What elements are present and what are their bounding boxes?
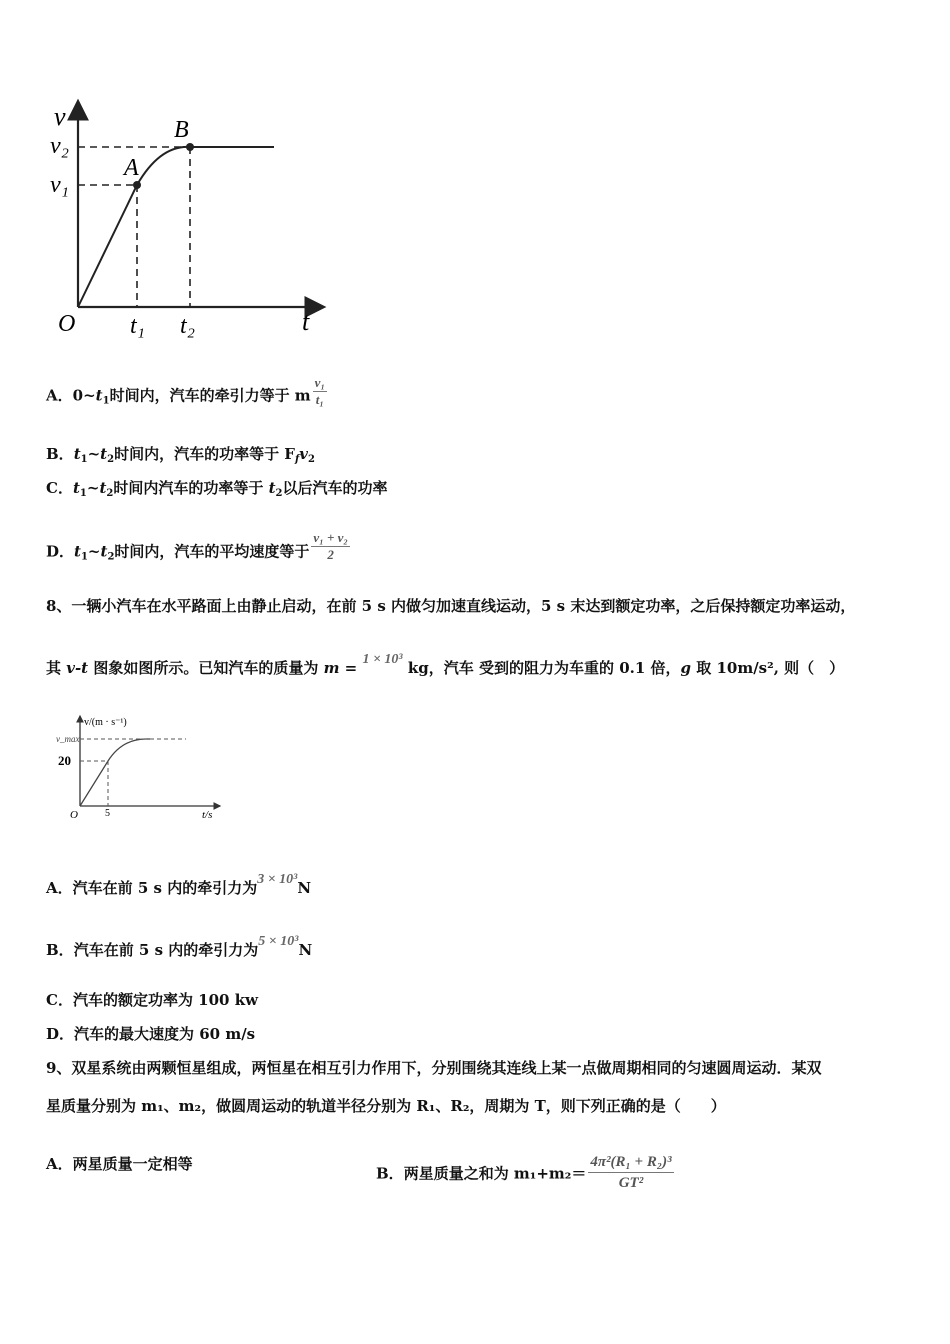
t2-subscript: 2 bbox=[106, 488, 114, 499]
option-text: 汽车的最大速度为 60 m/s bbox=[74, 1025, 256, 1043]
vt-graph-2 bbox=[50, 712, 230, 822]
tilde: ~ bbox=[87, 445, 101, 463]
fraction-avg-velocity bbox=[311, 530, 350, 563]
velocity-curve bbox=[78, 147, 274, 307]
option-text: 时间内，汽车的平均速度等于 bbox=[114, 542, 310, 561]
option-text: 两星质量之和为 m₁+m₂＝ bbox=[403, 1164, 587, 1183]
q7-option-d bbox=[46, 530, 352, 569]
y20-label: 20 bbox=[58, 753, 71, 768]
t2-symbol: t bbox=[268, 479, 276, 497]
tilde: ~ bbox=[86, 479, 100, 497]
q9-stem-line2: 星质量分别为 m₁、m₂，做圆周运动的轨道半径分别为 R₁、R₂，周期为 T，则下列正确的是（ ） bbox=[46, 1097, 726, 1115]
t-axis-label: t bbox=[302, 307, 310, 336]
vmax-label: v_max bbox=[56, 734, 80, 744]
option-letter: A． bbox=[46, 1155, 73, 1173]
option-letter: A． bbox=[46, 386, 73, 405]
t1-subscript: 1 bbox=[102, 395, 110, 407]
q8-stem-line2 bbox=[46, 652, 845, 680]
force-value: 5 × 10³ bbox=[258, 934, 299, 949]
point-b bbox=[186, 143, 194, 151]
option-letter: B． bbox=[46, 445, 74, 463]
q8-stem-line1: 8、一辆小汽车在水平路面上由静止启动，在前 5 s 内做匀加速直线运动，5 s 末达到额定功率，之后保持额定功率运动， bbox=[46, 597, 856, 615]
t2-subscript: 2 bbox=[107, 551, 115, 563]
option-letter: C． bbox=[46, 479, 73, 497]
t2-symbol: t bbox=[100, 542, 108, 561]
q8-option-c bbox=[46, 990, 258, 1010]
option-letter: A． bbox=[46, 879, 73, 897]
equals-sign: = bbox=[339, 659, 363, 677]
q7-option-c bbox=[46, 478, 388, 504]
q9-stem-line1: 9、双星系统由两颗恒星组成，两恒星在相互引力作用下，分别围绕其连线上某一点做周期相同的匀速圆周运动．某双 bbox=[46, 1059, 822, 1077]
q7-option-b bbox=[46, 444, 315, 470]
force-value: 3 × 10³ bbox=[257, 872, 298, 887]
t1-symbol: t bbox=[95, 386, 103, 405]
fraction-numerator: v₁ bbox=[314, 375, 325, 390]
fraction-numerator: 4π²(R₁ + R₂)³ bbox=[588, 1152, 673, 1173]
t2-subscript: 2 bbox=[275, 488, 283, 499]
x5-label: 5 bbox=[105, 808, 110, 819]
option-text: 汽车在前 5 s 内的牵引力为 bbox=[72, 879, 258, 897]
t2-label: t₂ bbox=[180, 313, 196, 339]
stem-text: 图象如图所示。已知汽车的质量为 bbox=[88, 659, 324, 677]
option-text: 汽车的额定功率为 100 kw bbox=[72, 991, 259, 1009]
point-a bbox=[133, 181, 141, 189]
stem-text: 其 bbox=[46, 659, 67, 677]
q7-option-a bbox=[46, 375, 329, 413]
point-a-label: A bbox=[124, 155, 139, 181]
fraction-denominator: 2 bbox=[327, 547, 334, 562]
unit: N bbox=[298, 941, 313, 959]
fraction-v1-t1 bbox=[313, 375, 327, 408]
origin-label: O bbox=[70, 809, 78, 821]
option-text: 以后汽车的功率 bbox=[282, 479, 388, 497]
mass-value: 1 × 10³ bbox=[362, 652, 403, 667]
t2-symbol: t bbox=[99, 479, 107, 497]
t1-symbol: t bbox=[74, 542, 81, 561]
stem-text: 取 10m/s², 则（ ） bbox=[691, 659, 845, 677]
t2-symbol: t bbox=[100, 445, 108, 463]
t1-subscript: 1 bbox=[80, 454, 88, 465]
option-text: 时间内汽车的功率等于 bbox=[113, 479, 269, 497]
option-text: 两星质量一定相等 bbox=[72, 1155, 193, 1173]
f-subscript: f bbox=[294, 454, 300, 465]
t1-symbol: t bbox=[73, 445, 81, 463]
option-letter: B． bbox=[46, 941, 74, 959]
q8-option-d bbox=[46, 1024, 255, 1044]
q8-option-a bbox=[46, 872, 312, 900]
q9-option-b bbox=[376, 1154, 676, 1195]
option-text: 汽车在前 5 s 内的牵引力为 bbox=[73, 941, 259, 959]
option-letter: C． bbox=[46, 991, 73, 1009]
v1-label: v₁ bbox=[50, 172, 69, 198]
point-b-label: B bbox=[174, 117, 189, 143]
v-subscript: 2 bbox=[307, 454, 315, 465]
option-letter: D． bbox=[46, 1025, 75, 1043]
option-letter: B． bbox=[376, 1164, 404, 1183]
fraction-denominator: GT² bbox=[618, 1175, 644, 1191]
origin-label: O bbox=[58, 311, 76, 337]
x-axis-label: t/s bbox=[202, 809, 213, 821]
stem-text: kg，汽车 受到的阻力为车重的 0.1 倍， bbox=[402, 659, 681, 677]
vt-symbol: v-t bbox=[66, 659, 89, 677]
velocity-curve bbox=[80, 739, 150, 806]
option-letter: D． bbox=[46, 542, 75, 561]
v-symbol: v bbox=[299, 445, 308, 463]
v2-label: v₂ bbox=[50, 133, 69, 159]
unit: N bbox=[297, 879, 312, 897]
tilde: ~ bbox=[87, 542, 101, 561]
t1-symbol: t bbox=[72, 479, 80, 497]
q9-option-a bbox=[46, 1154, 193, 1174]
t1-subscript: 1 bbox=[79, 488, 87, 499]
vt-graph-1 bbox=[40, 95, 340, 345]
q8-option-b bbox=[46, 934, 313, 962]
option-text: 时间内，汽车的牵引力等于 m bbox=[109, 386, 311, 405]
t1-subscript: 1 bbox=[80, 551, 88, 563]
m-symbol: m bbox=[323, 659, 340, 677]
t1-label: t₁ bbox=[130, 313, 146, 339]
fraction-denominator: t₁ bbox=[315, 392, 324, 407]
v-axis-label: v bbox=[54, 102, 66, 131]
fraction-mass-sum bbox=[588, 1152, 673, 1193]
option-text: 时间内，汽车的功率等于 F bbox=[114, 445, 295, 463]
g-symbol: g bbox=[680, 659, 692, 677]
y-axis-label: v/(m · s⁻¹) bbox=[84, 717, 127, 728]
fraction-numerator: v₁ + v₂ bbox=[313, 530, 348, 545]
t2-subscript: 2 bbox=[107, 454, 115, 465]
option-text-part: 0~ bbox=[72, 386, 96, 405]
